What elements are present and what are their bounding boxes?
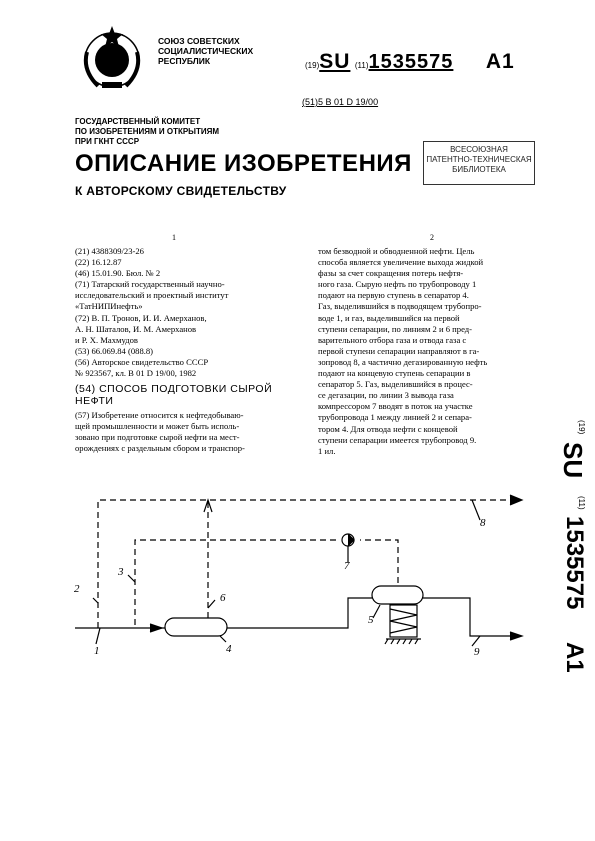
biblio-line: исследовательский и проектный институт: [75, 290, 229, 301]
ground-icon: [385, 639, 421, 644]
biblio-line: (71) Татарский государственный научно-: [75, 279, 225, 290]
gas-pipeline-8-arrow: [510, 495, 522, 505]
abstract-line: трубопровода 1 между линией 2 и сепара-: [318, 412, 472, 423]
abstract-line: орождениях с раздельным сбором и транспор-: [75, 443, 245, 454]
side-kind-code: A1: [561, 642, 588, 673]
separator-5: [372, 586, 423, 604]
abstract-line: ступени сепарации имеется трубопровод 9.: [318, 434, 477, 445]
invention-title-line: (54) СПОСОБ ПОДГОТОВКИ СЫРОЙ: [75, 383, 273, 395]
org-line: СОЮЗ СОВЕТСКИХ: [158, 36, 240, 46]
invention-title-line: НЕФТИ: [75, 395, 114, 407]
biblio-line: (22) 16.12.87: [75, 257, 122, 268]
abstract-line: тором 4. Для отвода нефти с концевой: [318, 423, 458, 434]
kind-code: A1: [485, 50, 515, 73]
committee-line: ПО ИЗОБРЕТЕНИЯМ И ОТКРЫТИЯМ: [75, 127, 220, 136]
committee-line: ПРИ ГКНТ СССР: [75, 137, 140, 146]
abstract-line: варительного отбора газа и отвода газа с: [318, 334, 467, 345]
stamp-line: ВСЕСОЮЗНАЯ: [450, 145, 508, 154]
label-7: 7: [344, 560, 350, 572]
biblio-line: «ТатНИПИнефть»: [75, 301, 143, 312]
label-5: 5: [368, 614, 374, 626]
biblio-line: (21) 4388309/23-26: [75, 246, 144, 256]
gas-line-2: [98, 500, 520, 628]
abstract-line: воде 1, и газ, выделившийся на первой: [318, 312, 460, 323]
stamp-line: БИБЛИОТЕКА: [452, 165, 506, 174]
code-11: (11): [354, 61, 369, 70]
pipeline-4-5: [226, 598, 372, 628]
abstract-line: подают на концевую ступень сепарации в: [318, 368, 471, 379]
biblio-line: № 923567, кл. B 01 D 19/00, 1982: [75, 368, 197, 379]
pipeline-9: [423, 598, 520, 636]
label-8: 8: [480, 517, 486, 529]
label-6: 6: [220, 592, 226, 604]
abstract-line: способа является увеличение выхода жидкой: [318, 257, 484, 268]
abstract-line: подают на первую ступень в сепаратор 4.: [318, 290, 469, 301]
label-9: 9: [474, 646, 480, 658]
biblio-line: (72) В. П. Тронов, И. И. Амерханов,: [75, 312, 207, 323]
side-patent-number: 1535575: [561, 516, 588, 610]
abstract-line: се дегазации, по линии 3 вывода газа: [318, 390, 454, 401]
biblio-line: А. Н. Шаталов, И. М. Амерханов: [75, 323, 197, 334]
patent-number: 1535575: [368, 51, 454, 73]
abstract-line: (57) Изобретение относится к нефтедобываю-: [75, 410, 244, 420]
column-number-left: 1: [172, 233, 176, 242]
abstract-line: зопровод 8, а частично дегазированную нефть: [318, 356, 488, 367]
abstract-line: фазы за счет сокращения потерь нефтя-: [318, 268, 464, 279]
ipc-value: B 01 D 19/00: [325, 97, 379, 107]
side-country-code: SU: [558, 442, 588, 479]
document-title: ОПИСАНИЕ ИЗОБРЕТЕНИЯ: [75, 150, 412, 177]
biblio-line: (46) 15.01.90. Бюл. № 2: [75, 268, 161, 279]
abstract-line: ного газа. Сырую нефть по трубопроводу 1: [318, 279, 477, 290]
org-line: РЕСПУБЛИК: [158, 56, 211, 66]
pipeline-1-arrow: [150, 624, 162, 632]
abstract-line: щей промышленности и может быть исполь-: [75, 421, 240, 432]
org-line: СОЦИАЛИСТИЧЕСКИХ: [158, 46, 254, 56]
spring-icon: [390, 609, 417, 633]
abstract-line: том безводной и обводненной нефти. Цель: [318, 246, 475, 256]
side-code-11: (11): [577, 496, 586, 510]
abstract-line: ступени сепарации, по линиям 2 и 6 пред-: [318, 323, 473, 334]
document-subtitle: К АВТОРСКОМУ СВИДЕТЕЛЬСТВУ: [75, 184, 287, 198]
biblio-line: (53) 66.069.84 (088.8): [75, 345, 154, 356]
separator-4: [165, 618, 227, 636]
side-code-19: (19): [577, 420, 586, 435]
column-number-right: 2: [430, 233, 434, 242]
abstract-line: компрессором 7 вводят в поток на участке: [318, 401, 473, 412]
ipc-code: (51)5: [302, 97, 324, 107]
biblio-line: (56) Авторское свидетельство СССР: [75, 356, 209, 367]
abstract-line: зовано при подготовке сырой нефти на мест-: [75, 432, 240, 443]
abstract-line: Газ, выделившийся в подводящем трубопро-: [318, 301, 482, 312]
gas-line-3: [135, 540, 398, 628]
stamp-line: ПАТЕНТНО-ТЕХНИЧЕСКАЯ: [426, 155, 532, 164]
abstract-line: сепаратор 5. Газ, выделившийся в процес-: [318, 379, 473, 390]
label-2: 2: [74, 583, 80, 595]
label-3: 3: [118, 566, 124, 578]
pipeline-9-arrow: [510, 632, 522, 640]
abstract-line: 1 ил.: [318, 445, 336, 456]
code-19: (19): [305, 61, 320, 70]
committee-line: ГОСУДАРСТВЕННЫЙ КОМИТЕТ: [75, 117, 201, 126]
label-4: 4: [226, 643, 232, 655]
abstract-line: первой ступени сепарации направляют в га-: [318, 345, 480, 356]
biblio-line: и Р. Х. Махмудов: [75, 334, 138, 345]
label-1: 1: [94, 645, 100, 657]
country-code: SU: [319, 50, 351, 73]
